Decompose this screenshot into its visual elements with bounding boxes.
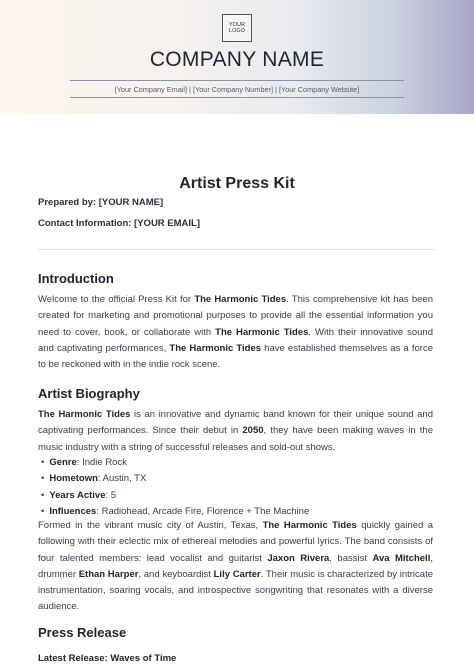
fact-value: : Radiohead, Arcade Fire, Florence + The Machine: [96, 505, 310, 517]
fact-label: Years Active: [49, 489, 106, 501]
bio-text: Formed in the vibrant music city of Austin, Texas,: [38, 520, 263, 531]
introduction-heading: Introduction: [38, 271, 114, 286]
fact-label: Hometown: [49, 473, 98, 485]
fact-label: Genre: [49, 457, 77, 468]
header-divider-bottom: [70, 97, 404, 98]
bio-text: , bassist: [329, 552, 373, 564]
logo-text-line1: YOUR: [229, 21, 245, 28]
fact-years-active: [38, 488, 433, 504]
header-divider-top: [70, 80, 404, 81]
bio-text: is an innovative and dynamic band known for their unique sound and captivating performances. Since their debut in: [38, 409, 433, 437]
press-release-heading: Press Release: [38, 625, 127, 640]
contact-info-value: [YOUR EMAIL]: [131, 218, 201, 229]
intro-text: . With their innovative sound and captivating performances,: [38, 326, 434, 354]
fact-hometown: [38, 471, 433, 487]
band-name: The Harmonic Tides: [169, 342, 262, 354]
member-name: Lily Carter: [213, 568, 261, 580]
bio-text: , and keyboardist: [138, 568, 214, 580]
latest-release-line: Latest Release: Waves of Time: [38, 653, 177, 664]
band-name: The Harmonic Tides: [38, 409, 131, 420]
band-facts-list: [38, 455, 433, 520]
bio-text: . Their music is characterized by intricate instrumentation, soaring vocals, and introspective songwriting that resonates with a diverse audience.: [38, 568, 433, 613]
prepared-by-value: [YOUR NAME]: [96, 197, 164, 208]
contact-info-label: Contact Information:: [38, 218, 132, 229]
intro-text: have established themselves as a force to be reckoned with in the indie rock scene.: [38, 342, 433, 371]
intro-text: Welcome to the official Press Kit for: [38, 294, 195, 305]
fact-label: Influences: [49, 505, 97, 517]
fact-value: : 5: [105, 489, 117, 501]
bio-text: , drummer: [38, 552, 433, 580]
member-name: Ethan Harper: [78, 568, 139, 580]
biography-paragraph-2: [38, 518, 433, 616]
bio-text: quickly gained a following with their eclectic mix of ethereal melodies and powerful lyrics. The band consists of four talented members: lead vocalist and guitarist: [38, 520, 433, 564]
prepared-by-label: Prepared by:: [38, 197, 97, 208]
biography-heading: Artist Biography: [38, 386, 140, 401]
band-name: The Harmonic Tides: [215, 326, 309, 338]
contact-info-line: [38, 218, 200, 229]
fact-genre: [38, 455, 433, 471]
member-name: Jaxon Rivera: [267, 552, 330, 564]
logo-text-line2: LOGO: [229, 28, 245, 34]
company-name: COMPANY NAME: [149, 48, 325, 71]
band-name: The Harmonic Tides: [194, 294, 287, 305]
document-title: Artist Press Kit: [179, 175, 295, 192]
band-name: The Harmonic Tides: [262, 520, 357, 531]
biography-paragraph-1: [38, 407, 433, 456]
prepared-by-line: [38, 197, 163, 208]
debut-year: 2050: [242, 425, 264, 437]
bio-text: , they have been making waves in the music industry with a string of successful releases and sold-out shows.: [38, 425, 433, 453]
company-contact-line: [Your Company Email] | [Your Company Number] | [Your Company Website]: [114, 85, 360, 94]
introduction-paragraph: [38, 292, 433, 373]
intro-text: . This comprehensive kit has been created for marketing and promotional purposes to provide all the essential information you need to cover, book, or collaborate with: [38, 294, 433, 338]
section-divider: [38, 249, 435, 250]
company-logo: [222, 14, 252, 42]
fact-value: : Indie Rock: [76, 457, 127, 468]
fact-value: : Austin, TX: [97, 473, 147, 485]
member-name: Ava Mitchell: [372, 552, 431, 564]
